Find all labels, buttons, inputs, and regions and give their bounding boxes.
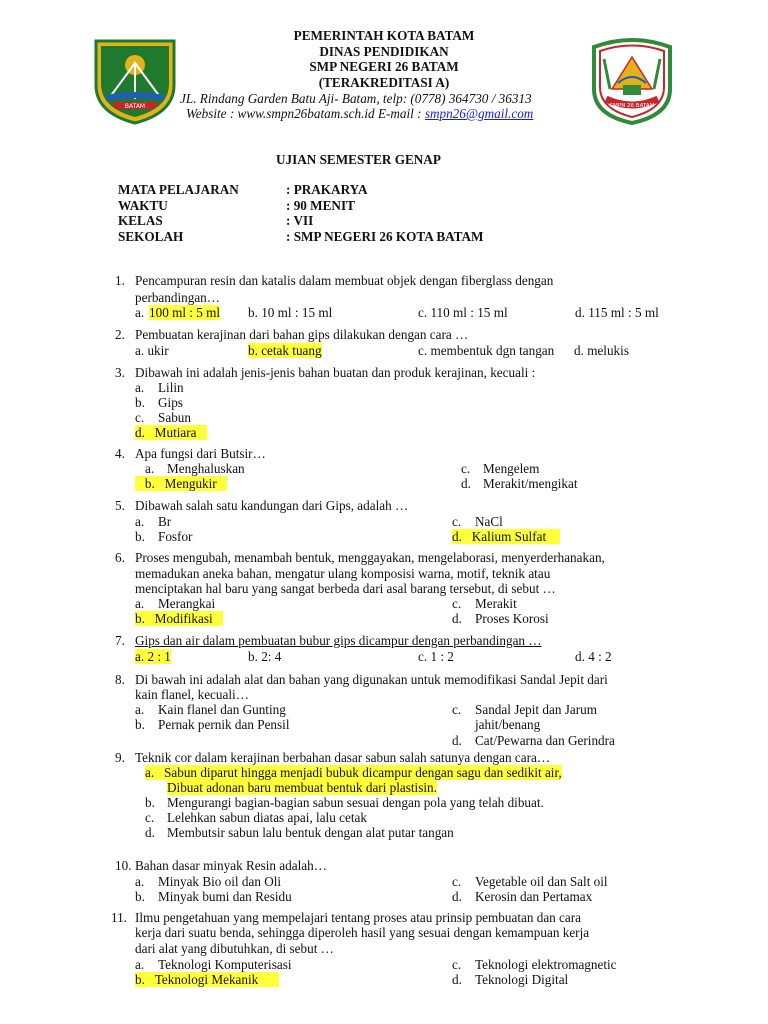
option-b: Gips: [158, 395, 183, 410]
option-letter: b.: [145, 795, 155, 810]
option-b: b. 2: 4: [248, 649, 282, 664]
question-number: 10.: [115, 858, 132, 873]
question-number: 5.: [115, 498, 125, 513]
option-c: Sandal Jepit dan Jarum: [475, 702, 597, 717]
option-a: Sabun diparut hingga menjadi bubuk dicampur dengan sagu dan sedikit air,: [164, 765, 562, 780]
option-letter: b.: [135, 395, 145, 410]
accreditation-line: (TERAKREDITASI A): [318, 74, 450, 90]
option-letter: a.: [135, 874, 145, 889]
option-letter: b.: [135, 889, 145, 904]
option-letter: c.: [461, 461, 471, 476]
question-text: memadukan aneka bahan, mengatur ulang komposisi warna, motif, teknik atau: [135, 566, 551, 581]
option-b: Mengurangi bagian-bagian sabun sesuai dengan pola yang telah dibuat.: [167, 795, 544, 810]
option-c: NaCl: [475, 514, 503, 529]
option-letter: c.: [452, 596, 462, 611]
option-d: Cat/Pewarna dan Gerindra: [475, 733, 615, 748]
option-b: b. cetak tuang: [248, 343, 322, 358]
identity-value: : 90 MENIT: [286, 197, 355, 213]
question-text: perbandingan…: [135, 290, 220, 305]
option-b-highlight: [135, 611, 223, 626]
option-d-highlight: [452, 529, 560, 544]
batam-city-logo: [90, 37, 180, 125]
option-letter: a.: [145, 461, 155, 476]
question-number: 2.: [115, 327, 125, 342]
question-number: 3.: [115, 365, 125, 380]
option-a: a. ukir: [135, 343, 169, 358]
option-letter: c.: [135, 410, 145, 425]
option-d: Kalium Sulfat: [471, 529, 547, 544]
question-text: Di bawah ini adalah alat dan bahan yang digunakan untuk memodifikasi Sandal Jepit dari: [135, 672, 608, 687]
option-letter: a.: [135, 957, 145, 972]
option-d: Proses Korosi: [475, 611, 549, 626]
identity-key: WAKTU: [118, 197, 168, 213]
option-letter: c.: [452, 957, 462, 972]
question-text: Pencampuran resin dan katalis dalam membuat objek dengan fiberglass dengan: [135, 273, 554, 288]
option-letter: b.: [135, 717, 145, 732]
option-c: c. membentuk dgn tangan: [418, 343, 555, 358]
exam-identity: [118, 182, 718, 244]
option-letter: c.: [145, 810, 155, 825]
option-d: d. melukis: [574, 343, 629, 358]
option-c: Teknologi elektromagnetic: [475, 957, 617, 972]
question-text: Ilmu pengetahuan yang mempelajari tentang proses atau prinsip pembuatan dan cara: [135, 910, 582, 925]
government-line: PEMERINTAH KOTA BATAM: [293, 28, 475, 43]
option-letter: c.: [452, 702, 462, 717]
option-letter: b.: [144, 476, 155, 491]
option-c: c. 110 ml : 15 ml: [418, 305, 508, 320]
option-a: Minyak Bio oil dan Oli: [158, 874, 282, 889]
option-a: Kain flanel dan Gunting: [158, 702, 286, 717]
identity-key: SEKOLAH: [118, 228, 184, 244]
logo-left-label: BATAM: [124, 103, 146, 110]
option-d: d. 4 : 2: [575, 649, 612, 664]
question-number: 6.: [115, 550, 125, 565]
option-a: Menghaluskan: [167, 461, 245, 476]
option-letter: c.: [452, 514, 462, 529]
option-c-continued: jahit/benang: [475, 717, 541, 732]
option-b-highlight: [135, 972, 279, 987]
option-letter: a.: [135, 702, 145, 717]
option-b: Modifikasi: [154, 611, 213, 626]
option-letter: d.: [135, 425, 145, 440]
option-d-highlight: [135, 425, 207, 440]
question-text: Gips dan air dalam pembuatan bubur gips dicampur dengan perbandingan …: [135, 633, 542, 648]
option-b-highlight: [135, 476, 227, 491]
option-a: 100 ml : 5 ml: [149, 305, 221, 320]
question-text: Apa fungsi dari Butsir…: [135, 446, 266, 461]
option-letter: d.: [452, 972, 462, 987]
school-logo: [590, 37, 674, 125]
identity-row: [118, 182, 718, 198]
option-letter: a.: [135, 380, 145, 395]
option-d: Merakit/mengikat: [483, 476, 578, 491]
option-letter: d.: [452, 733, 462, 748]
question-text: Proses mengubah, menambah bentuk, menggayakan, mengelaborasi, menyerderhanakan,: [135, 550, 605, 565]
question-text: Dibawah ini adalah jenis-jenis bahan buatan dan produk kerajinan, kecuali :: [135, 365, 536, 380]
school-address: JL. Rindang Garden Batu Aji- Batam, telp: (0778) 364730 / 36313: [180, 91, 532, 106]
option-b: Minyak bumi dan Residu: [158, 889, 292, 904]
option-d: Mutiara: [154, 425, 197, 440]
option-c: c. 1 : 2: [418, 649, 454, 664]
logo-right-label: SMPN 26 BATAM: [609, 103, 655, 109]
option-c: Vegetable oil dan Salt oil: [475, 874, 608, 889]
question-text: Dibawah salah satu kandungan dari Gips, adalah …: [135, 498, 409, 513]
option-letter: d.: [452, 529, 462, 544]
school-contact: [186, 106, 533, 122]
question-text: menciptakan hal baru yang sangat berbeda dari asal barang tersebut, di sebut …: [135, 581, 556, 596]
option-d: d. 115 ml : 5 ml: [575, 305, 659, 320]
question-text: Pembuatan kerajinan dari bahan gips dilakukan dengan cara …: [135, 327, 469, 342]
option-letter: a.: [145, 765, 155, 780]
identity-value: : VII: [286, 213, 314, 229]
option-b: Pernak pernik dan Pensil: [158, 717, 290, 732]
option-b: Fosfor: [158, 529, 193, 544]
identity-value: : PRAKARYA: [286, 182, 368, 197]
option-a-highlight: [145, 765, 562, 780]
question-number: 9.: [115, 750, 125, 765]
identity-row: [118, 229, 718, 245]
question-number: 7.: [115, 633, 125, 648]
option-d: Kerosin dan Pertamax: [475, 889, 593, 904]
option-letter: b.: [135, 529, 145, 544]
option-a-continued: Dibuat adonan baru membuat bentuk dari plastisin.: [167, 780, 437, 795]
question-number: 4.: [115, 446, 125, 461]
option-a: Teknologi Komputerisasi: [158, 957, 292, 972]
identity-row: [118, 213, 718, 229]
website-label: Website : www.smpn26batam.sch.id E-mail :: [186, 106, 425, 121]
option-letter: c.: [452, 874, 462, 889]
option-letter: d.: [145, 825, 155, 840]
option-letter: a.: [135, 514, 145, 529]
identity-key: KELAS: [118, 213, 163, 229]
question-number: 11.: [111, 910, 127, 925]
option-letter: b.: [135, 611, 145, 626]
option-b: Mengukir: [164, 476, 217, 491]
question-number: 1.: [115, 273, 125, 288]
option-letter: d.: [452, 611, 462, 626]
option-d: Teknologi Digital: [475, 972, 569, 987]
question-text: dari alat yang dibutuhkan, di sebut …: [135, 941, 334, 956]
option-letter: b.: [135, 972, 145, 987]
email-link[interactable]: smpn26@gmail.com: [424, 106, 534, 121]
option-d: Membutsir sabun lalu bentuk dengan alat putar tangan: [167, 825, 454, 840]
option-letter: d.: [452, 889, 462, 904]
question-text: Teknik cor dalam kerajinan berbahan dasar sabun salah satunya dengan cara…: [135, 750, 551, 765]
option-b: b. 10 ml : 15 ml: [248, 305, 333, 320]
option-a: Br: [158, 514, 172, 529]
identity-key: MATA PELAJARAN: [118, 182, 239, 197]
option-a: Merangkai: [158, 596, 216, 611]
question-text: kain flanel, kecuali…: [135, 687, 249, 702]
question-text: kerja dari suatu benda, sehingga diperoleh hasil yang sesuai dengan kemampuan kerja: [135, 925, 590, 940]
department-line: DINAS PENDIDIKAN: [319, 43, 449, 59]
question-text: Bahan dasar minyak Resin adalah…: [135, 858, 327, 873]
option-c: Sabun: [158, 410, 191, 425]
exam-title: UJIAN SEMESTER GENAP: [276, 152, 441, 167]
question-number: 8.: [115, 672, 125, 687]
option-letter: d.: [461, 476, 471, 491]
identity-row: [118, 198, 718, 214]
option-c: Merakit: [475, 596, 517, 611]
option-a: Lilin: [158, 380, 184, 395]
identity-value: : SMP NEGERI 26 KOTA BATAM: [286, 228, 484, 244]
option-c: Lelehkan sabun diatas apai, lalu cetak: [167, 810, 367, 825]
option-a-label: a.: [135, 305, 145, 320]
option-a: a. 2 : 1: [135, 649, 171, 664]
option-b: Teknologi Mekanik: [154, 972, 259, 987]
school-line: SMP NEGERI 26 BATAM: [309, 59, 459, 75]
option-c: Mengelem: [483, 461, 540, 476]
option-letter: a.: [135, 596, 145, 611]
